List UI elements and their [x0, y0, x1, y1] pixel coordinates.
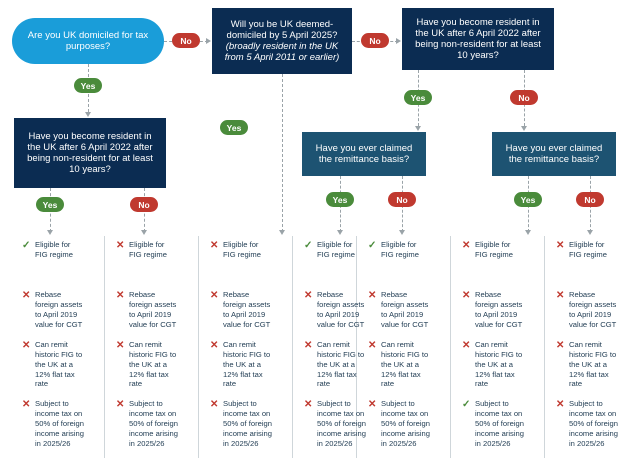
arrow-q3-yes-to-q5 [415, 126, 421, 131]
tick-icon: ✓ [462, 399, 471, 411]
cross-icon: ✕ [22, 340, 31, 351]
edge-label-text: No [138, 199, 150, 210]
cross-icon: ✕ [556, 340, 565, 351]
edge-label-yes-q6 [514, 192, 542, 207]
cross-icon: ✕ [210, 290, 219, 301]
outcome-text: Can remit historic FIG to the UK at a 12% flat tax rate [381, 340, 429, 389]
outcome-item [462, 240, 524, 280]
outcome-item [556, 240, 618, 280]
tick-icon: ✓ [368, 240, 377, 251]
arrow-q2-yes-down [279, 230, 285, 235]
outcome-text: Eligible for FIG regime [223, 240, 261, 259]
cross-icon: ✕ [556, 240, 565, 251]
outcome-text: Can remit historic FIG to the UK at a 12% flat tax rate [129, 340, 177, 389]
arrow-q4-yes [47, 230, 53, 235]
column-divider [450, 236, 451, 458]
column-divider [104, 236, 105, 458]
outcome-text: Eligible for FIG regime [317, 240, 355, 259]
tick-icon: ✓ [22, 240, 31, 251]
cross-icon: ✕ [210, 240, 219, 251]
outcome-item [368, 399, 430, 448]
question-node-resident-after-2022-left[interactable] [14, 118, 166, 188]
outcome-text: Subject to income tax on 50% of foreign income arising in 2025/26 [317, 399, 366, 448]
cross-icon: ✕ [462, 240, 471, 251]
outcome-item [22, 290, 84, 330]
edge-label-text: No [396, 194, 408, 205]
column-divider [292, 236, 293, 458]
outcome-column-7 [556, 240, 618, 459]
outcome-item [368, 290, 430, 330]
outcome-text: Rebase foreign assets to April 2019 value for CGT [35, 290, 83, 329]
question-text: Are you UK domiciled for tax purposes? [27, 29, 149, 52]
outcome-item [556, 340, 618, 389]
outcome-text: Eligible for FIG regime [381, 240, 419, 259]
cross-icon: ✕ [116, 340, 125, 351]
outcome-item [210, 340, 272, 389]
edge-label-text: Yes [80, 80, 96, 91]
outcome-item [368, 240, 430, 280]
cross-icon: ✕ [304, 399, 313, 411]
question-text: Have you ever claimed the remittance basis? [505, 142, 603, 165]
cross-icon: ✕ [22, 399, 31, 411]
outcome-text: Rebase foreign assets to April 2019 value for CGT [475, 290, 523, 329]
outcome-item [210, 290, 272, 330]
outcome-text: Subject to income tax on 50% of foreign income arising in 2025/26 [475, 399, 524, 448]
cross-icon: ✕ [210, 340, 219, 351]
outcome-item [116, 399, 178, 448]
column-divider [544, 236, 545, 458]
outcome-item [116, 290, 178, 330]
edge-label-text: Yes [410, 92, 426, 103]
cross-icon: ✕ [304, 290, 313, 301]
outcome-item [210, 399, 272, 448]
outcome-item [116, 240, 178, 280]
tick-icon: ✓ [304, 240, 313, 251]
edge-label-text: No [584, 194, 596, 205]
outcome-column-4 [304, 240, 366, 459]
outcome-text: Eligible for FIG regime [569, 240, 607, 259]
outcome-text: Can remit historic FIG to the UK at a 12% flat tax rate [569, 340, 617, 389]
edge-label-yes-q3 [404, 90, 432, 105]
outcome-item [210, 240, 272, 280]
edge-label-yes-q1 [74, 78, 102, 93]
question-text: Have you become resident in the UK after 6 April 2022 after being non-resident for at least 10 years? [27, 130, 153, 176]
question-node-deemed-domiciled[interactable] [212, 8, 352, 74]
outcome-item [304, 399, 366, 448]
outcome-text: Eligible for FIG regime [475, 240, 513, 259]
question-line-3: (broadly resident in the UK [225, 41, 339, 52]
edge-label-text: Yes [226, 122, 242, 133]
question-node-resident-after-2022-right[interactable] [402, 8, 554, 70]
question-node-uk-domiciled[interactable] [12, 18, 164, 64]
outcome-text: Subject to income tax on 50% of foreign income arising in 2025/26 [569, 399, 618, 448]
outcome-item [304, 240, 366, 280]
cross-icon: ✕ [462, 290, 471, 301]
outcome-column-2 [116, 240, 178, 459]
cross-icon: ✕ [556, 290, 565, 301]
edge-label-text: Yes [42, 199, 58, 210]
outcome-column-3 [210, 240, 272, 459]
outcome-text: Rebase foreign assets to April 2019 value for CGT [569, 290, 617, 329]
outcome-item [22, 240, 84, 280]
question-text: Have you become resident in the UK after 6 April 2022 after being non-resident for at least 10 years? [415, 16, 541, 62]
edge-label-no-q1 [172, 33, 200, 48]
outcome-item [368, 340, 430, 389]
outcome-item [22, 340, 84, 389]
cross-icon: ✕ [304, 340, 313, 351]
outcome-column-1 [22, 240, 84, 459]
outcome-text: Rebase foreign assets to April 2019 value for CGT [317, 290, 365, 329]
arrow-q1-to-q2 [206, 38, 211, 44]
question-line-1: Will you be UK deemed- [230, 18, 334, 30]
question-node-remittance-basis-middle[interactable] [302, 132, 426, 176]
cross-icon: ✕ [368, 290, 377, 301]
outcome-item [462, 340, 524, 389]
edge-label-text: Yes [520, 194, 536, 205]
arrow-q3-no-to-q6 [521, 126, 527, 131]
edge-label-text: No [518, 92, 530, 103]
outcome-text: Eligible for FIG regime [35, 240, 73, 259]
outcome-item [304, 290, 366, 330]
question-text: Have you ever claimed the remittance basis? [315, 142, 413, 165]
outcome-text: Subject to income tax on 50% of foreign income arising in 2025/26 [129, 399, 178, 448]
edge-label-no-q6 [576, 192, 604, 207]
arrow-q6-yes [525, 230, 531, 235]
outcome-text: Can remit historic FIG to the UK at a 12% flat tax rate [223, 340, 271, 389]
outcome-column-5 [368, 240, 430, 459]
edge-label-yes-q2 [220, 120, 248, 135]
outcome-item [304, 340, 366, 389]
cross-icon: ✕ [368, 399, 377, 411]
cross-icon: ✕ [116, 399, 125, 411]
arrow-q2-to-q3 [396, 38, 401, 44]
edge-label-no-q2 [361, 33, 389, 48]
question-node-remittance-basis-right[interactable] [492, 132, 616, 176]
arrow-q4-no [141, 230, 147, 235]
edge-label-no-q4 [130, 197, 158, 212]
outcome-item [462, 399, 524, 448]
cross-icon: ✕ [22, 290, 31, 301]
question-line-4: from 5 April 2011 or earlier) [224, 52, 340, 64]
edge-label-yes-q5 [326, 192, 354, 207]
cross-icon: ✕ [116, 290, 125, 301]
outcome-item [462, 290, 524, 330]
outcome-column-6 [462, 240, 524, 459]
outcome-item [556, 399, 618, 448]
outcome-text: Subject to income tax on 50% of foreign income arising in 2025/26 [35, 399, 84, 448]
outcome-text: Can remit historic FIG to the UK at a 12% flat tax rate [475, 340, 523, 389]
question-line-2: domiciled by 5 April 2025? [226, 29, 338, 41]
outcome-text: Subject to income tax on 50% of foreign income arising in 2025/26 [381, 399, 430, 448]
cross-icon: ✕ [556, 399, 565, 411]
edge-label-no-q3 [510, 90, 538, 105]
arrow-q5-no [399, 230, 405, 235]
connector-q2-yes-down [282, 74, 283, 232]
outcome-text: Rebase foreign assets to April 2019 value for CGT [129, 290, 177, 329]
outcome-text: Eligible for FIG regime [129, 240, 167, 259]
edge-label-text: No [180, 35, 192, 46]
edge-label-text: No [369, 35, 381, 46]
edge-label-text: Yes [332, 194, 348, 205]
arrow-q6-no [587, 230, 593, 235]
arrow-q5-yes [337, 230, 343, 235]
edge-label-no-q5 [388, 192, 416, 207]
outcome-text: Can remit historic FIG to the UK at a 12% flat tax rate [35, 340, 83, 389]
outcome-item [116, 340, 178, 389]
outcome-item [556, 290, 618, 330]
outcome-text: Rebase foreign assets to April 2019 value for CGT [223, 290, 271, 329]
outcome-text: Subject to income tax on 50% of foreign income arising in 2025/26 [223, 399, 272, 448]
edge-label-yes-q4 [36, 197, 64, 212]
outcome-text: Rebase foreign assets to April 2019 value for CGT [381, 290, 429, 329]
cross-icon: ✕ [462, 340, 471, 351]
cross-icon: ✕ [210, 399, 219, 411]
cross-icon: ✕ [368, 340, 377, 351]
outcome-text: Can remit historic FIG to the UK at a 12% flat tax rate [317, 340, 365, 389]
arrow-q1-to-q4 [85, 112, 91, 117]
cross-icon: ✕ [116, 240, 125, 251]
outcome-item [22, 399, 84, 448]
column-divider [198, 236, 199, 458]
